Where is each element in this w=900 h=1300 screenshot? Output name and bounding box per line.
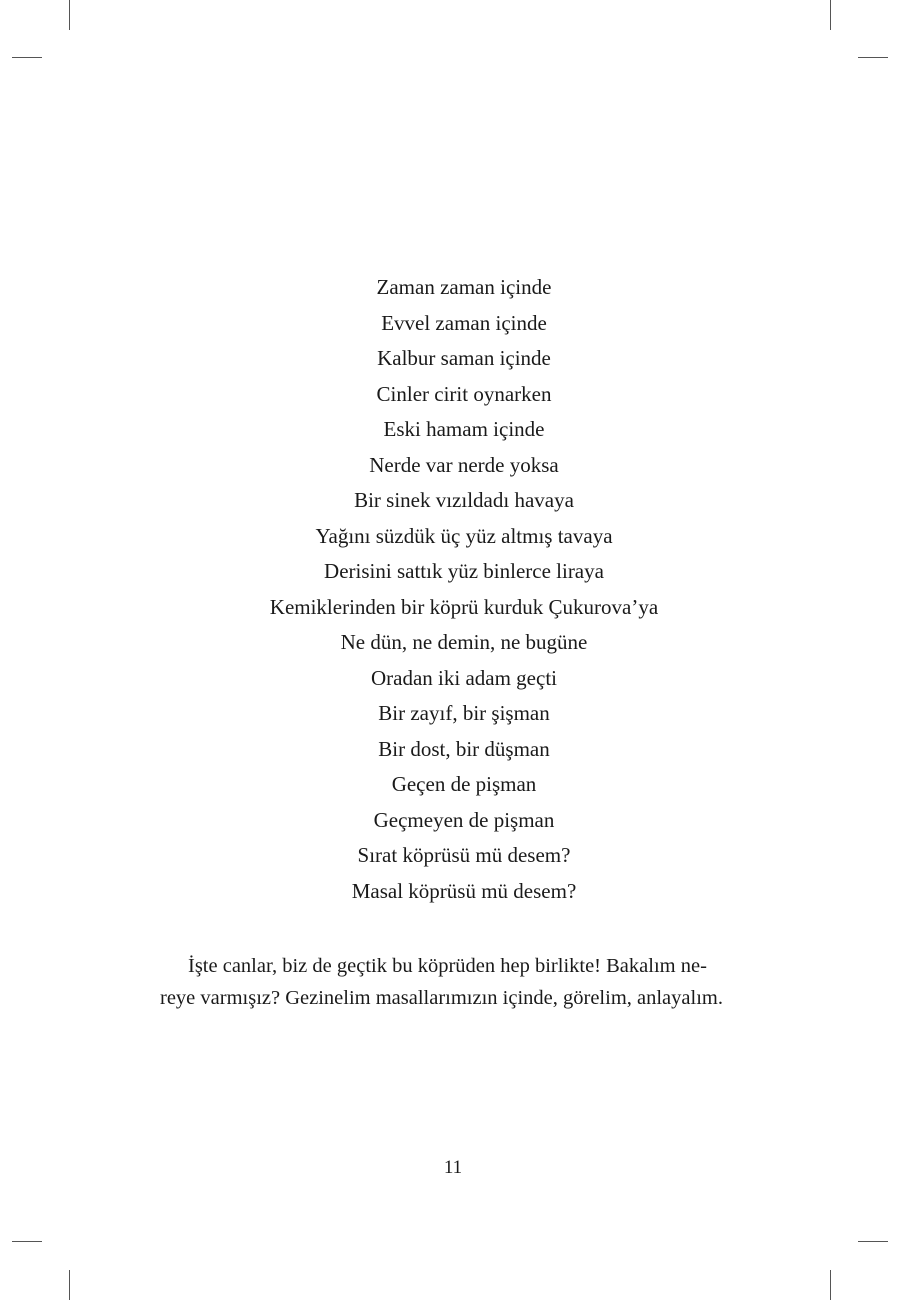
poem-line: Bir sinek vızıldadı havaya <box>354 488 574 512</box>
poem-line: Kalbur saman içinde <box>377 346 551 370</box>
poem-line: Bir dost, bir düşman <box>378 736 550 761</box>
crop-mark-bottom-right-vertical <box>830 1270 831 1300</box>
poem-line: Cinler cirit oynarken <box>376 381 552 406</box>
poem-line: Geçmeyen de pişman <box>373 807 555 832</box>
poem <box>0 270 900 909</box>
poem-line: Ne dün, ne demin, ne bugüne <box>340 630 588 654</box>
poem-line: Eski hamam içinde <box>383 417 545 441</box>
poem-line: Bir zayıf, bir şişman <box>378 701 550 725</box>
poem-line: Masal köprüsü mü desem? <box>351 878 577 903</box>
crop-mark-top-left-horizontal <box>12 57 42 58</box>
poem-line: Zaman zaman içinde <box>376 275 552 299</box>
prose-line: İşte canlar, biz de geçtik bu köprüden hep birlikte! Bakalım ne- <box>188 955 707 977</box>
crop-mark-top-right-horizontal <box>858 57 888 58</box>
poem-line: Evvel zaman içinde <box>381 310 547 335</box>
poem-line: Derisini sattık yüz binlerce liraya <box>324 559 604 583</box>
prose-line: reye varmışız? Gezinelim masallarımızın içinde, görelim, anlayalım. <box>160 987 723 1009</box>
poem-line: Oradan iki adam geçti <box>370 665 557 690</box>
poem-line: Kemiklerinden bir köprü kurduk Çukurova’ya <box>269 594 659 619</box>
poem-line: Yağını süzdük üç yüz altmış tavaya <box>315 523 613 548</box>
poem-line: Geçen de pişman <box>391 772 537 796</box>
prose-paragraph <box>160 950 742 1014</box>
crop-mark-top-left-vertical <box>69 0 70 30</box>
crop-mark-top-right-vertical <box>830 0 831 30</box>
poem-line: Nerde var nerde yoksa <box>369 452 559 477</box>
crop-mark-bottom-left-vertical <box>69 1270 70 1300</box>
poem-line: Sırat köprüsü mü desem? <box>357 843 571 867</box>
crop-mark-bottom-left-horizontal <box>12 1241 42 1242</box>
crop-mark-bottom-right-horizontal <box>858 1241 888 1242</box>
page-number: 11 <box>443 1157 463 1178</box>
